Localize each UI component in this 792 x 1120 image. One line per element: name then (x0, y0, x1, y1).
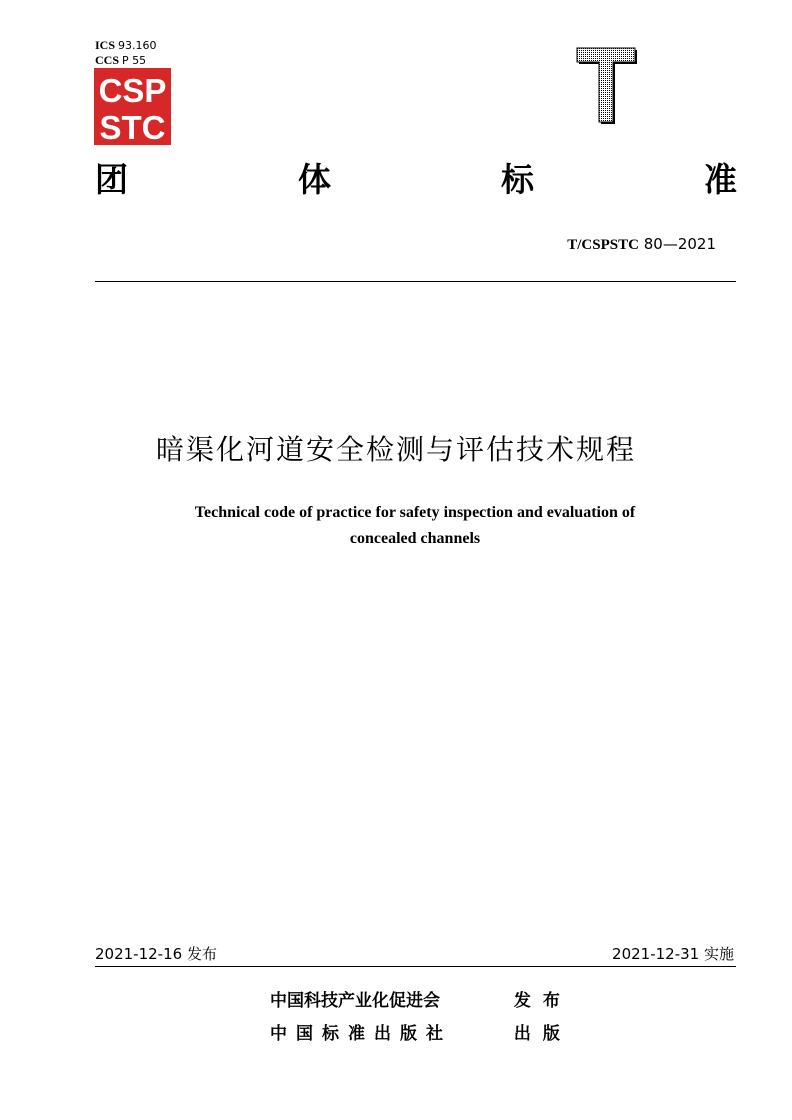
standard-type-char-2: 体 (298, 160, 331, 199)
cspstc-logo-icon (94, 68, 171, 145)
ccs-code-line (95, 53, 157, 68)
printer-action: 出版 (513, 1024, 572, 1044)
title-english (100, 500, 730, 552)
publisher-line (270, 990, 572, 1012)
ccs-label: CCS (95, 53, 120, 67)
title-english-line-1: Technical code of practice for safety inspection and evaluation of (194, 504, 636, 521)
logo-text-top: CSP (98, 72, 167, 109)
standard-number-prefix: T/CSPSTC (567, 237, 639, 253)
big-t-text: T (575, 46, 576, 47)
classification-codes (95, 38, 157, 68)
ics-code-line (95, 38, 157, 53)
bottom-divider (95, 966, 736, 967)
title-chinese: 暗渠化河道安全检测与评估技术规程 (155, 433, 636, 466)
big-t-letter (577, 48, 635, 122)
issue-date: 2021-12-16 发布 (95, 945, 217, 963)
standard-type-char-4: 准 (704, 160, 737, 199)
printer-line (270, 1023, 572, 1045)
printer-org: 中国标准出版社 (270, 1024, 452, 1044)
ics-code: 93.160 (118, 39, 157, 52)
implementation-date: 2021-12-31 实施 (612, 945, 734, 963)
standard-type-heading (95, 160, 737, 200)
top-divider (95, 281, 736, 282)
title-english-line-2: concealed channels (349, 530, 481, 547)
standard-number (567, 235, 716, 254)
logo-text-bottom: STC (99, 109, 166, 145)
ccs-code: P 55 (122, 54, 147, 67)
standard-type-char-1: 团 (95, 160, 128, 199)
standard-type-char-3: 标 (501, 160, 534, 199)
big-t-mark (575, 46, 639, 126)
publisher-org: 中国科技产业化促进会 (270, 991, 440, 1011)
standard-number-value: 80—2021 (643, 235, 716, 253)
publisher-action: 发布 (513, 991, 572, 1011)
ics-label: ICS (95, 38, 116, 52)
